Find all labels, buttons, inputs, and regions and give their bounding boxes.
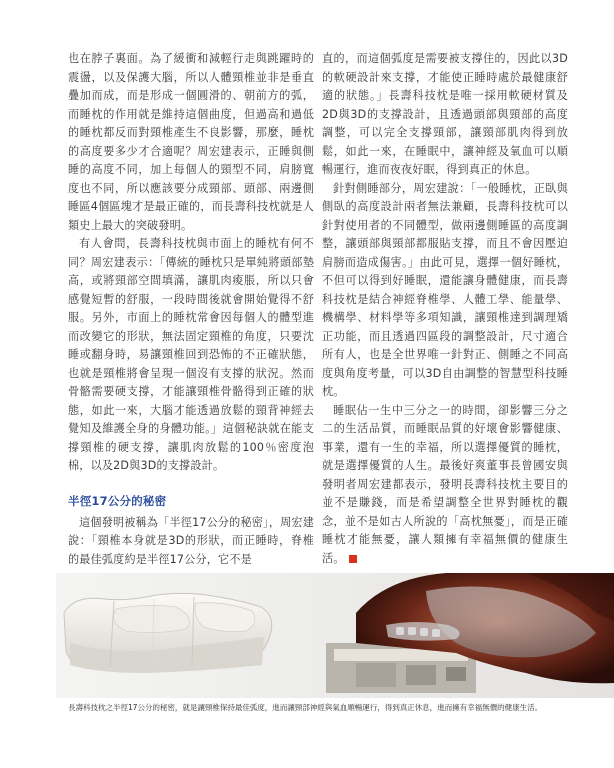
right-paragraph-1: 直的，而這個弧度是需要被支撐住的，因此以3D的軟硬設計來支撐，才能使正睡時處於最健康舒適的狀態。」長壽科技枕是唯一採用軟硬材質及2D與3D的支撐設計，且透過頭部與頸部的高度調整，可以完全支撐頸部，讓頸部肌肉得到放鬆，如此一來，在睡眠中，讓神經及氧血可以順暢運行，進而夜夜好眠，得到真正的休息。 — [322, 52, 568, 176]
photo-caption: 長壽科技枕之半徑17公分的秘密，就是讓頸椎保持最佳弧度，進而讓頸部神經與氣血順暢運行，得到真正休息，進而擁有幸福無價的健康生活。 — [68, 703, 543, 712]
left-paragraph-3: 這個發明被稱為「半徑17公分的秘密」，周宏建說：「頸椎本身就是3D的形狀，而正睡時，脊椎的最佳弧度約是半徑17公分，它不是 — [68, 515, 314, 566]
right-paragraph-2: 針對側睡部分，周宏建說：「一般睡枕，正臥與側臥的高度設計兩者無法兼顧，長壽科技枕可以針對使用者的不同體型，做兩邊側睡區的高度調整，讓頭部與頸部都服貼支撐，而且不會因壓迫肩膀而造成傷害。」由此可見，選擇一個好睡枕，不但可以得到好睡眠，還能讓身體健康，而長壽科技枕是結合神經脊椎學、人體工學、能量學、機構學、材料學等多項知識，讓頸椎達到調理矯正功能，而且透過四區段的調整設計，尺寸適合所有人，也是全世界唯一針對正、側睡之不同高度與角度考量，可以3D自由調整的智慧型科技睡枕。 — [322, 181, 568, 398]
product-photo — [56, 573, 614, 698]
section-heading: 半徑17公分的秘密 — [68, 493, 167, 508]
right-text-column — [322, 50, 568, 568]
left-paragraph-2: 有人會問，長壽科技枕與市面上的睡枕有何不同？周宏建表示：「傳統的睡枕只是單純將頭部墊高，或將頸部空間填滿，讓肌肉痠脹，所以只會感覺短暫的舒服，一段時間後就會開始覺得不舒服。另外，市面上的睡枕常會因每個人的體型進而改變它的形狀，無法固定頸椎的角度，只要沈睡或翻身時，易讓頸椎回到恐怖的不正確狀態，也就是頸椎將會呈現一個沒有支撐的狀況。然而骨骼需要硬支撐，才能讓頸椎骨骼得到正確的狀態，如此一來，大腦才能透過放鬆的頸背神經去覺知及維護全身的身體功能。」這個秘訣就在能支撐頸椎的硬支撐，讓肌肉放鬆的100％密度泡棉，以及2D與3D的支撐設計。 — [68, 237, 314, 472]
left-text-column — [68, 50, 314, 569]
pillow-illustration — [56, 573, 614, 698]
article-end-icon: S — [349, 555, 357, 563]
left-paragraph-1: 也在脖子裏面。為了緩衝和減輕行走與跳躍時的震盪，以及保護大腦，所以人體頸椎並非是垂直疊加而成，而是形成一個圓滑的、朝前方的弧，而睡枕的作用就是維持這個曲度，但過高和過低的睡枕都反而對頸椎產生不良影響，那麼，睡枕的高度要多少才合適呢？周宏建表示，正睡與側睡的高度不同，加上每個人的頸型不同，肩膀寬度也不同，所以應該要分成頸部、頭部、兩邊側睡區4個區塊才是最正確的，而長壽科技枕就是人類史上最大的突破發明。 — [68, 52, 314, 232]
right-paragraph-3-text: 睡眠佔一生中三分之一的時間，卻影響三分之二的生活品質，而睡眠品質的好壞會影響健康、事業，還有一生的幸福，所以選擇優質的睡枕，就是選擇優質的人生。最後好爽董事長曾國安與發明者周宏建都表示，發明長壽科技枕主要目的並不是賺錢，而是希望調整全世界對睡枕的觀念，並不是如古人所說的「高枕無憂」，而是正確睡枕才能無憂，讓人類擁有幸福無價的健康生活。 — [322, 403, 568, 565]
pillow-photo — [64, 593, 272, 673]
right-paragraph-3 — [322, 402, 568, 569]
